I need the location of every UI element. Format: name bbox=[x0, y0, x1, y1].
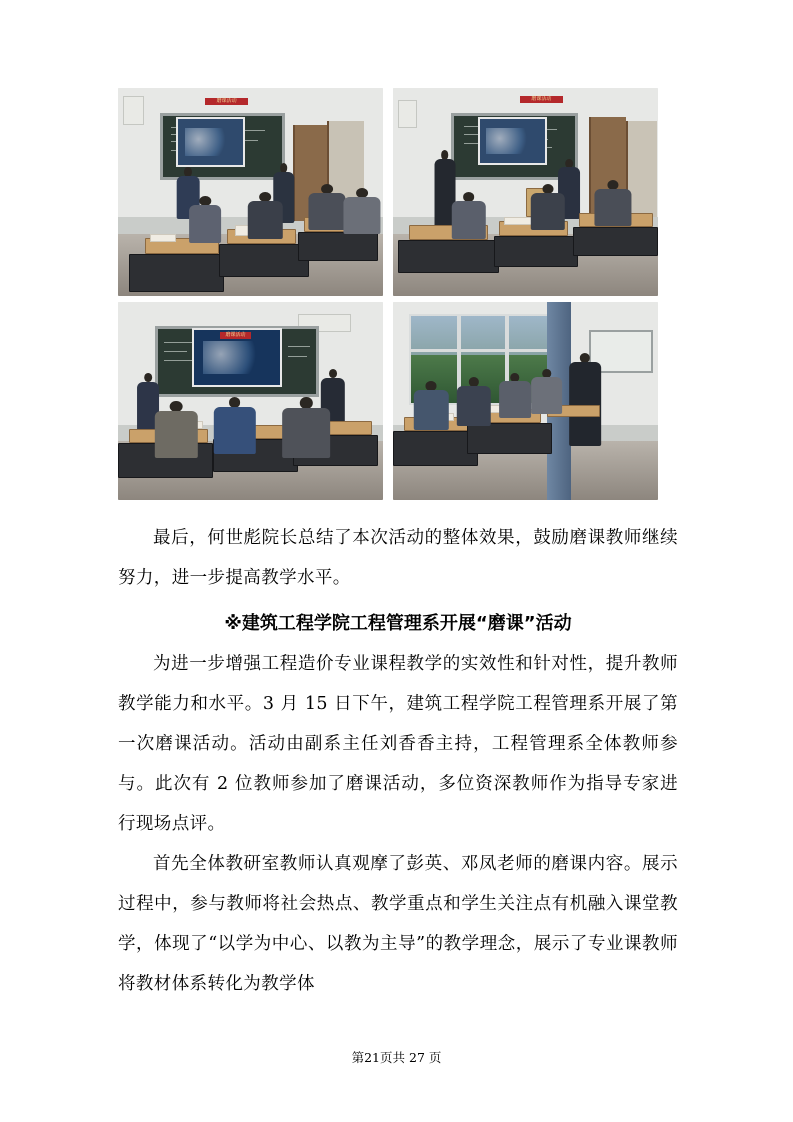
photo-classroom-window-side bbox=[393, 302, 658, 500]
photo-grid bbox=[118, 88, 678, 500]
section-heading: ※建筑工程学院工程管理系开展“磨课”活动 bbox=[224, 613, 572, 634]
paragraph-activity-intro: 为进一步增强工程造价专业课程教学的实效性和针对性，提升教师教学能力和水平。3 月 15 日下午，建筑工程学院工程管理系开展了第一次磨课活动。活动由副系主任刘香香主持，工程管理系全体教师参与。此次有 2 位教师参加了磨课活动，多位资深教师作为指导专家进行现场点评。 bbox=[118, 654, 678, 834]
page-footer: 第21页共 27 页 bbox=[351, 1050, 442, 1065]
page-content bbox=[118, 88, 678, 1004]
photo-classroom-teacher-presenting: 磨课活动 bbox=[118, 88, 383, 296]
photo-classroom-smartboard: 磨课活动 bbox=[118, 302, 383, 500]
paragraph-activity-detail: 首先全体教研室教师认真观摩了彭英、邓凤老师的磨课内容。展示过程中，参与教师将社会热点、教学重点和学生关注点有机融入课堂教学，体现了“以学为中心、以教为主导”的教学理念，展示了专业课教师将教材体系转化为教学体 bbox=[118, 854, 678, 994]
photo-classroom-observers: 磨课活动 bbox=[393, 88, 658, 296]
paragraph-summary: 最后，何世彪院长总结了本次活动的整体效果，鼓励磨课教师继续努力，进一步提高教学水平。 bbox=[118, 528, 678, 588]
